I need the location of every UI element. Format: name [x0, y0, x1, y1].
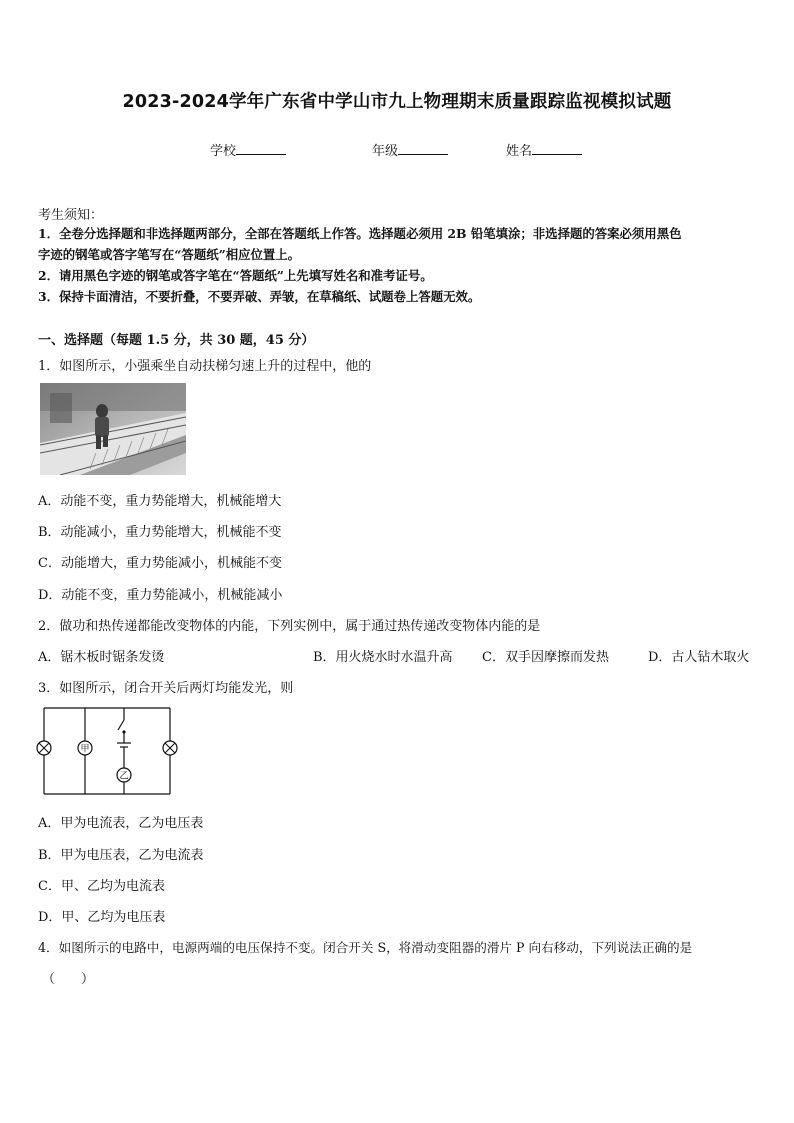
- notice-heading: 考生须知：: [38, 208, 104, 223]
- section-1-heading: 一、选择题（每题 1.5 分，共 30 题，45 分）: [38, 333, 315, 348]
- q3-option-c: C．甲、乙均为电流表: [38, 879, 165, 894]
- escalator-photo: [40, 383, 186, 475]
- page-title: 2023-2024学年广东省中学山市九上物理期末质量跟踪监视模拟试题: [122, 92, 672, 112]
- q3-option-a: A．甲为电流表，乙为电压表: [38, 816, 204, 831]
- q3-option-b: B．甲为电压表，乙为电流表: [38, 848, 204, 863]
- name-blank: [532, 142, 582, 155]
- q3-circuit-diagram: [34, 704, 180, 798]
- q2-option-a: A．锯木板时锯条发烫: [38, 650, 165, 665]
- notice-item-2: 2．请用黑色字迹的钢笔或答字笔在“答题纸”上先填写姓名和准考证号。: [38, 268, 433, 283]
- q1-option-a: A．动能不变，重力势能增大，机械能增大: [38, 494, 282, 509]
- lamp-left-icon: [37, 741, 51, 755]
- q4-stem-line-1: 4．如图所示的电路中，电源两端的电压保持不变。闭合开关 S，将滑动变阻器的滑片 P 向右移动，下列说法正确的是: [38, 940, 693, 955]
- q4-stem-line-2: （ ）: [42, 972, 95, 987]
- notice-item-1-line-2: 字迹的钢笔或答字笔写在“答题纸”相应位置上。: [38, 247, 301, 262]
- q2-option-c: C．双手因摩擦而发热: [482, 650, 609, 665]
- q1-stem: 1．如图所示，小强乘坐自动扶梯匀速上升的过程中，他的: [38, 359, 372, 374]
- meter-jia: [78, 741, 92, 755]
- q2-option-b: B．用火烧水时水温升高: [313, 650, 453, 665]
- school-label: 学校: [210, 144, 237, 159]
- grade-label: 年级: [372, 144, 399, 159]
- q1-option-d: D．动能不变，重力势能减小，机械能减小: [38, 588, 283, 603]
- school-blank: [236, 142, 286, 155]
- q1-option-b: B．动能减小，重力势能增大，机械能不变: [38, 525, 282, 540]
- q3-option-d: D．甲、乙均为电压表: [38, 910, 166, 925]
- grade-blank: [398, 142, 448, 155]
- meter-jia-label: 甲: [80, 744, 90, 755]
- name-label: 姓名: [506, 144, 533, 159]
- q3-stem: 3．如图所示，闭合开关后两灯均能发光，则: [38, 681, 294, 696]
- q1-option-c: C．动能增大，重力势能减小，机械能不变: [38, 556, 282, 571]
- meter-yi: [117, 768, 131, 782]
- q2-stem: 2．做功和热传递都能改变物体的内能，下列实例中，属于通过热传递改变物体内能的是: [38, 619, 541, 634]
- meter-yi-label: 乙: [119, 771, 129, 782]
- name-field: [506, 140, 582, 159]
- q2-option-d: D．古人钻木取火: [648, 650, 750, 665]
- notice-item-3: 3．保持卡面清洁，不要折叠，不要弄破、弄皱，在草稿纸、试题卷上答题无效。: [38, 289, 481, 304]
- school-field: [210, 140, 286, 159]
- notice-item-1-line-1: 1．全卷分选择题和非选择题两部分，全部在答题纸上作答。选择题必须用 2B 铅笔填涂；非选择题的答案必须用黑色: [38, 226, 682, 241]
- grade-field: [372, 140, 448, 159]
- lamp-right-icon: [163, 741, 177, 755]
